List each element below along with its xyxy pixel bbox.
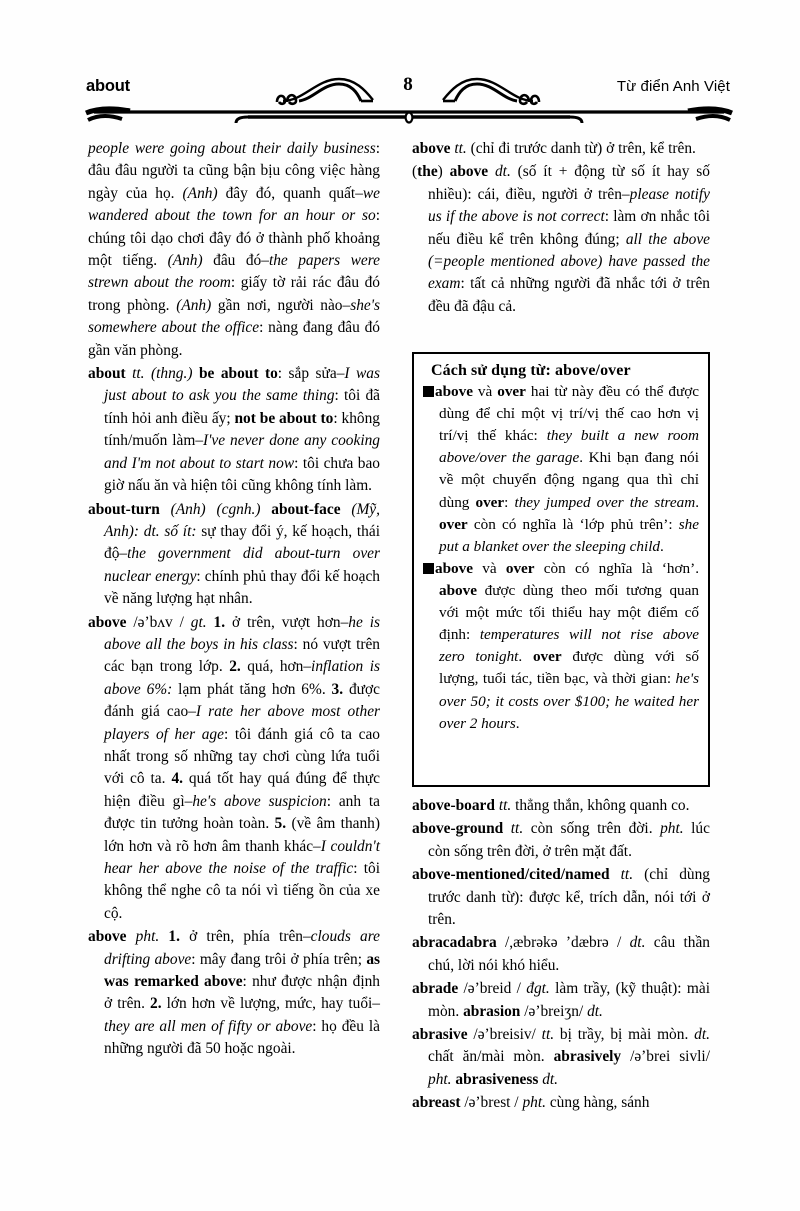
part-of-speech: dt. — [694, 1026, 710, 1044]
entry-about-turn — [88, 499, 380, 611]
phonetic-transcription: /ə’brest / — [464, 1094, 519, 1112]
entry-abrade — [412, 978, 710, 1023]
definition-vi: gần nơi, người nào– — [211, 296, 351, 314]
term: over — [439, 515, 468, 533]
entry-above-pht — [88, 926, 380, 1060]
headword: above — [88, 613, 127, 631]
headword: abrade — [412, 980, 459, 998]
definition-vi: : chính phủ thay đổi kế hoạch về năng lượng hạt nhân. — [104, 567, 380, 608]
definition-vi: : nàng đang đâu đó gần văn phòng. — [88, 319, 380, 359]
headword: above-mentioned/cited/named — [412, 866, 610, 884]
definition-vi: : họ đều là những người đã 50 hoặc ngoài. — [104, 1017, 380, 1058]
usage-note-item — [423, 381, 699, 558]
entry-abrasive — [412, 1024, 710, 1091]
part-of-speech: tt. — [620, 866, 634, 884]
square-bullet-icon — [423, 563, 434, 574]
example-en: I was just about to ask you the same thing — [104, 365, 380, 405]
example-en: the government did about-turn over nuclear energy — [104, 545, 380, 585]
example-en: we wandered about the town for an hour or so — [88, 184, 381, 225]
example-en: people were going about their daily business — [88, 140, 376, 157]
sense-number: 2. — [229, 658, 241, 676]
example-en: all the above (=people mentioned above) have passed the exam — [428, 230, 710, 293]
definition-vi: : nó vượt trên các bạn trong lớp. — [104, 635, 381, 676]
definition-vi: : anh ta được tin tưởng hoàn toàn. — [104, 792, 380, 833]
example-en: temperatures will not rise above zero tonight — [439, 626, 699, 666]
usage-tag: (Anh) — [176, 296, 212, 314]
headword: above — [412, 140, 451, 157]
header-rule — [84, 106, 734, 132]
definition-vi: (số ít + động từ số ít hay số nhiều): cái, điều, người ở trên– — [428, 163, 710, 203]
definition-vi: còn sống trên đời. — [530, 820, 661, 838]
header-book-title: Từ điển Anh Việt — [616, 78, 730, 95]
definition-vi: : tôi không thể nghe cô ta nói vì tiếng ồn của xe cộ. — [104, 860, 380, 922]
headword: above — [449, 163, 489, 181]
definition-vi: lúc còn sống trên đời, ở trên mặt đất. — [428, 820, 710, 860]
part-of-speech: tt. — [498, 797, 512, 814]
text: được dùng theo mối tương quan với một mức tối thiểu hay một điểm cố định: — [439, 581, 699, 644]
decorative-rule-icon — [84, 106, 734, 132]
entry-above-ground — [412, 818, 710, 863]
phonetic-transcription: /ə’breiʒn/ — [524, 1002, 584, 1020]
definition-vi: : tất cả những người đã nhắc tới ở trên đều đã đậu cả. — [428, 275, 710, 315]
text: . — [518, 648, 533, 666]
example-en: he's above suspicion — [192, 792, 327, 810]
usage-tag: (cgnh.) — [216, 500, 261, 518]
usage-tag: (Anh) — [170, 500, 206, 518]
part-of-speech: pht. — [428, 1070, 452, 1088]
entry-about-tt — [88, 363, 380, 497]
usage-note-title: Cách sử dụng từ: above/over — [431, 362, 631, 379]
definition-vi: quá tốt hay quá đúng để thực hiện điều gì– — [104, 770, 380, 810]
entry-the-above-dt — [412, 161, 710, 318]
text: được dùng với số lượng, tuổi tác, tiền bạc, và thời gian: — [439, 648, 699, 688]
left-column — [88, 138, 380, 1061]
definition-vi: : đâu đâu người ta cũng bận bịu công việc hàng ngày của họ. — [88, 140, 380, 202]
definition-vi: ở trên, phía trên– — [179, 928, 311, 946]
headword: abrasive — [412, 1026, 468, 1044]
definition-vi: : không tính/muốn làm– — [104, 409, 380, 450]
part-of-speech: dt. — [587, 1002, 603, 1020]
sub-headword: be about to — [198, 365, 278, 383]
sense-number: 2. — [150, 995, 162, 1013]
definition-vi: cùng hàng, sánh — [549, 1094, 650, 1112]
entry-continuation-about — [88, 138, 380, 362]
derived-headword: abrasively — [553, 1048, 622, 1066]
part-of-speech: tt. — [541, 1026, 555, 1044]
paren-close: ) — [437, 163, 443, 181]
definition-vi: (chỉ đi trước danh từ) ở trên, kể trên. — [470, 140, 696, 157]
usage-tag: (Anh) — [182, 184, 218, 202]
entry-above-gt — [88, 612, 380, 926]
example-en: please notify us if the above is not correct — [428, 185, 711, 226]
part-of-speech: dt. — [494, 163, 511, 181]
example-en: she's somewhere about the office — [88, 296, 380, 337]
sub-headword: as was remarked above — [104, 950, 381, 991]
text: : — [504, 493, 515, 511]
headword: abracadabra — [412, 934, 497, 952]
example-en: he is above all the boys in his class — [104, 613, 380, 653]
header-center-ornament — [273, 74, 543, 106]
text: . Khi bạn đang nói về một chuyển động ngang qua thì chỉ dùng — [439, 449, 699, 511]
example-en: I've never done any cooking and I'm not about to start now — [104, 432, 380, 472]
headword: about — [88, 365, 126, 383]
definition-vi: lạm phát tăng hơn 6%. — [172, 680, 332, 698]
definition-vi: : giấy tờ rải rác đâu đó trong phòng. — [88, 274, 380, 314]
definition-vi: sự thay đổi ý, kế hoạch, thái độ– — [104, 522, 380, 563]
text: còn có nghĩa là ‘lớp phủ trên’: — [467, 515, 679, 533]
example-en: they built a new room above/over the garage — [439, 427, 699, 467]
phonetic-transcription: /ə’brei sivli/ — [630, 1048, 710, 1066]
definition-vi: : tôi đánh giá cô ta cao nhất trong số những tay chơi cùng lứa tuổi với cô ta. — [104, 725, 380, 788]
definition-vi: làm trầy, (kỹ thuật): mài mòn. — [428, 980, 710, 1020]
definition-vi: câu thần chú, lời nói khó hiểu. — [428, 934, 710, 974]
entry-abreast — [412, 1092, 710, 1114]
square-bullet-icon — [423, 386, 434, 397]
definition-vi: đây đó, quanh quất– — [217, 184, 363, 202]
entry-above-board — [412, 795, 710, 817]
sense-number: 5. — [274, 815, 287, 833]
term: above — [435, 559, 473, 577]
sense-number: 1. — [213, 613, 226, 631]
example-en: clouds are drifting above — [104, 928, 380, 968]
definition-vi: được đánh giá cao– — [104, 680, 380, 721]
usage-note-item — [423, 558, 699, 735]
entry-abracadabra — [412, 932, 710, 977]
usage-tag: (thng.) — [151, 365, 193, 383]
sense-number: 3. — [331, 680, 344, 698]
definition-vi: lớn hơn về lượng, mức, hay tuổi– — [161, 995, 380, 1013]
definition-vi: : làm ơn nhắc tôi nếu điều kể trên không đúng; — [428, 208, 710, 248]
definition-vi: thẳng thắn, không quanh co. — [515, 797, 690, 814]
text: . — [660, 537, 664, 555]
derived-headword: abrasion — [463, 1002, 521, 1020]
usage-note-box — [412, 352, 710, 787]
example-en: I couldn't hear her above the noise of the traffic — [104, 837, 380, 877]
example-en: she put a blanket over the sleeping child — [439, 515, 699, 555]
derived-headword: abrasiveness — [455, 1070, 539, 1088]
definition-vi: chất ăn/mài mòn. — [428, 1048, 554, 1066]
header-guide-word: about — [86, 77, 130, 95]
right-column-bottom — [412, 795, 710, 1115]
headword: about-turn — [88, 500, 160, 518]
text: và — [472, 559, 506, 577]
term: over — [505, 559, 535, 577]
text: còn có nghĩa là ‘hơn’. — [534, 559, 699, 577]
term: over — [475, 493, 505, 511]
sense-number: 4. — [171, 770, 183, 788]
headword: abreast — [412, 1094, 461, 1112]
definition-vi: ở trên, vượt hơn– — [225, 613, 349, 631]
part-of-speech: pht. — [660, 820, 684, 838]
text: . — [515, 714, 520, 732]
term: above — [435, 383, 473, 400]
entry-above-mentioned — [412, 864, 710, 931]
headword: above-ground — [412, 820, 504, 838]
part-of-speech: : dt. số ít: — [133, 522, 197, 540]
phonetic-transcription: /,æbrəkə ’dæbrə / — [505, 934, 622, 952]
phonetic-transcription: /ə’bʌv / — [133, 613, 184, 631]
example-en: they are all men of fifty or above — [104, 1017, 313, 1035]
part-of-speech: pht. — [522, 1094, 546, 1112]
definition-vi: đâu đó– — [202, 252, 269, 270]
part-of-speech: gt. — [190, 613, 207, 631]
definition-vi: (chỉ dùng trước danh từ): được kể, trích dẫn, nói tới ở trên. — [428, 866, 710, 929]
part-of-speech: tt. — [132, 365, 145, 383]
example-en: they jumped over the stream — [514, 493, 696, 511]
term: above — [439, 581, 477, 599]
term: over — [532, 648, 562, 666]
headword: above — [88, 928, 127, 946]
example-en: the papers were strewn about the room — [88, 252, 380, 292]
definition-vi: : chúng tôi dạo chơi đây đó ở thành phố khoảng một tiếng. — [88, 207, 380, 270]
headword-variant: about-face — [271, 500, 341, 518]
usage-tag: (Mỹ, Anh) — [104, 500, 380, 540]
text: và — [472, 383, 498, 400]
paren-open: ( — [412, 163, 418, 181]
example-en: inflation is above 6%: — [104, 658, 380, 698]
definition-vi: : tôi đã tính hỏi anh điều ấy; — [104, 387, 380, 427]
sense-number: 1. — [168, 928, 180, 946]
headword: above-board — [412, 797, 495, 814]
part-of-speech: tt. — [510, 820, 524, 838]
text: hai từ này đều có thể được dùng để chỉ một vị trí/vị thế cao hơn vị trí/vị thế khác: — [439, 383, 699, 445]
part-of-speech: dt. — [542, 1070, 559, 1088]
phonetic-transcription: /ə’breid / — [463, 980, 521, 998]
sub-headword: not be about to — [234, 409, 334, 427]
page-number: 8 — [403, 74, 413, 95]
definition-vi: : mây đang trôi ở phía trên; — [191, 950, 367, 968]
phonetic-transcription: /ə’breisiv/ — [473, 1026, 536, 1044]
usage-tag: (Anh) — [167, 252, 203, 270]
right-column-top — [412, 138, 710, 319]
term: over — [497, 383, 526, 400]
part-of-speech: dt. — [629, 934, 646, 952]
page-header — [86, 74, 730, 108]
definition-vi: bị trầy, bị mài mòn. — [559, 1026, 695, 1044]
definition-vi: : tôi chưa bao giờ nấu ăn và hiện tôi cũng không tính làm. — [104, 454, 380, 495]
part-of-speech: tt. — [454, 140, 467, 157]
definition-vi: (về âm thanh) lớn hơn và rõ hơn âm thanh khác– — [104, 815, 380, 855]
definition-vi: : như được nhận định ở trên. — [104, 973, 381, 1013]
entry-above-tt — [412, 138, 710, 160]
part-of-speech: đgt. — [526, 980, 550, 998]
example-en: he's over 50; it costs over $100; he waited her over 2 hours — [439, 670, 699, 732]
part-of-speech: pht. — [135, 928, 160, 946]
headword-article: the — [417, 163, 438, 181]
definition-vi: quá, hơn– — [240, 658, 312, 676]
text: . — [695, 493, 700, 511]
example-en: I rate her above most other players of her age — [104, 703, 381, 743]
definition-vi: : sắp sửa– — [277, 365, 345, 383]
